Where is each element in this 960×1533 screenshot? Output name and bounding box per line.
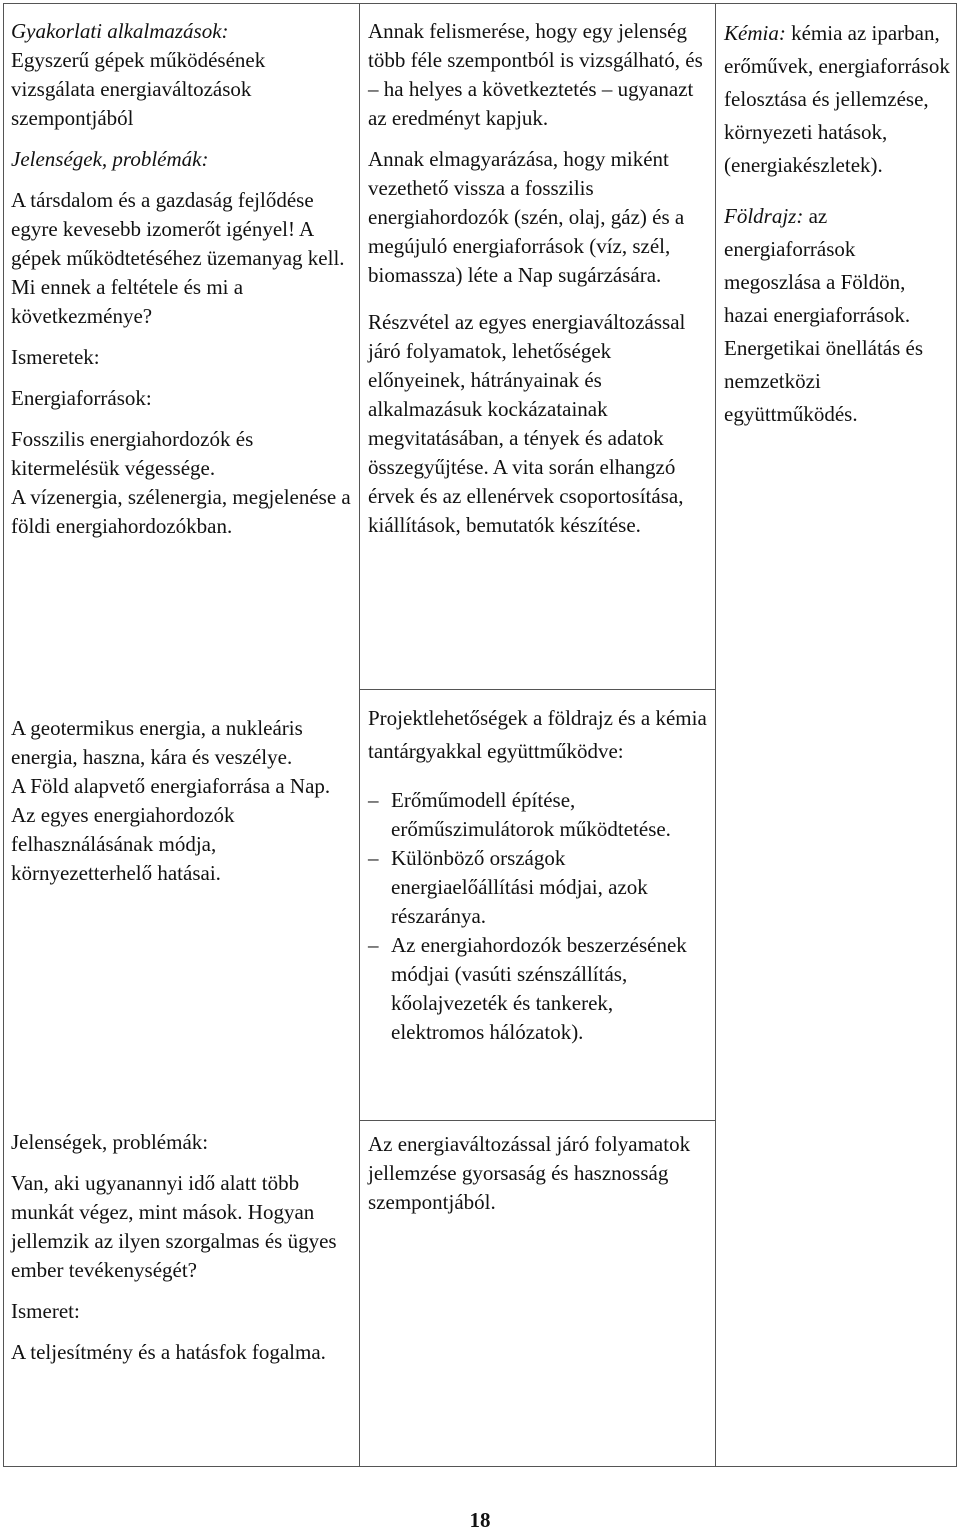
power-efficiency-text: A teljesítmény és a hatásfok fogalma. [11, 1340, 326, 1364]
column-divider-2 [715, 3, 716, 1467]
geothermal-nuclear-text: A geotermikus energia, a nukleáris energia, haszna, kára és veszélye. [11, 716, 303, 769]
applications-text: Egyszerű gépek működésének vizsgálata energiaváltozások szempontjából [11, 48, 266, 130]
activity-paragraph-2: Annak elmagyarázása, hogy miként vezethető vissza a fosszilis energiahordozók (szén, olaj, gáz) és a megújuló energiaforrások (víz, szél, biomassza) léte a Nap sugárzására. [368, 147, 685, 287]
row-divider-2 [359, 1120, 716, 1121]
applications-heading: Gyakorlati alkalmazások: [11, 19, 229, 43]
cell-projects [368, 702, 708, 1047]
page-number: 18 [469, 1508, 491, 1532]
geography-connection [724, 200, 952, 431]
column-divider-1 [359, 3, 360, 1467]
knowledge-heading-2: Ismeret: [11, 1299, 80, 1323]
energy-usage-text: Az egyes energiahordozók felhasználásának módja, környezetterhelő hatásai. [11, 803, 235, 885]
project-item: – Az energiahordozók beszerzésének módjai (vasúti szénszállítás, kőolajvezeték és tankerek, elektromos hálózatok). [368, 931, 708, 1047]
cell-activities [368, 17, 708, 540]
phenomena-text: A társdalom és a gazdaság fejlődése egyre kevesebb izomerőt igényel! A gépek működtetéséhez üzemanyag kell. Mi ennek a feltétele és mi a következménye? [11, 188, 345, 328]
cell-applications [11, 17, 351, 541]
fossil-fuels-text: Fosszilis energiahordozók és kitermelésük végessége. [11, 427, 254, 480]
water-wind-energy-text: A vízenergia, szélenergia, megjelenése a földi energiahordozókban. [11, 485, 351, 538]
cell-power [11, 1128, 351, 1367]
sun-energy-text: A Föld alapvető energiaforrása a Nap. [11, 774, 331, 798]
phenomena-heading: Jelenségek, problémák: [11, 147, 209, 171]
phenomena-heading-2: Jelenségek, problémák: [11, 1130, 209, 1154]
knowledge-heading: Ismeretek: [11, 345, 100, 369]
activity-paragraph-1: Annak felismerése, hogy egy jelenség több féle szempontból is vizsgálható, és – ha helyes a következtetés – ugyanazt az eredményt kapjuk. [368, 19, 703, 130]
cell-power-activity [368, 1130, 708, 1217]
chemistry-text: kémia az iparban, erőművek, energiaforrások felosztása és jellemzése, környezeti hatások, (energiakészletek). [724, 21, 950, 177]
projects-intro: Projektlehetőségek a földrajz és a kémia tantárgyakkal együttműködve: [368, 706, 707, 763]
cell-connections [724, 17, 952, 431]
geography-text: az energiaforrások megoszlása a Földön, hazai energiaforrások. Energetikai önellátás és nemzetközi együttműködés. [724, 204, 924, 426]
chemistry-connection [724, 17, 952, 182]
project-item: – Erőműmodell építése, erőműszimulátorok működtetése. [368, 786, 708, 844]
energy-sources-heading: Energiaforrások: [11, 386, 152, 410]
phenomena-text-2: Van, aki ugyanannyi idő alatt több munkát végez, mint mások. Hogyan jellemzik az ilyen szorgalmas és ügyes ember tevékenységét? [11, 1171, 337, 1282]
chemistry-label: Kémia: [724, 21, 786, 45]
row-divider-1 [359, 689, 716, 690]
activity-paragraph-3: Részvétel az egyes energiaváltozással járó folyamatok, lehetőségek előnyeinek, hátrányainak és alkalmazásuk kockázatainak megvitatásában, a tények és adatok összegyűjtése. A vita során elhangzó érvek és az ellenérvek csoportosítása, kiállítások, bemutatók készítése. [368, 310, 686, 537]
cell-energy-types [11, 714, 351, 888]
geography-label: Földrajz: [724, 204, 804, 228]
power-activity-text: Az energiaváltozással járó folyamatok jellemzése gyorsaság és hasznosság szempontjából. [368, 1132, 691, 1214]
project-item: – Különböző országok energiaelőállítási módjai, azok részaránya. [368, 844, 708, 931]
